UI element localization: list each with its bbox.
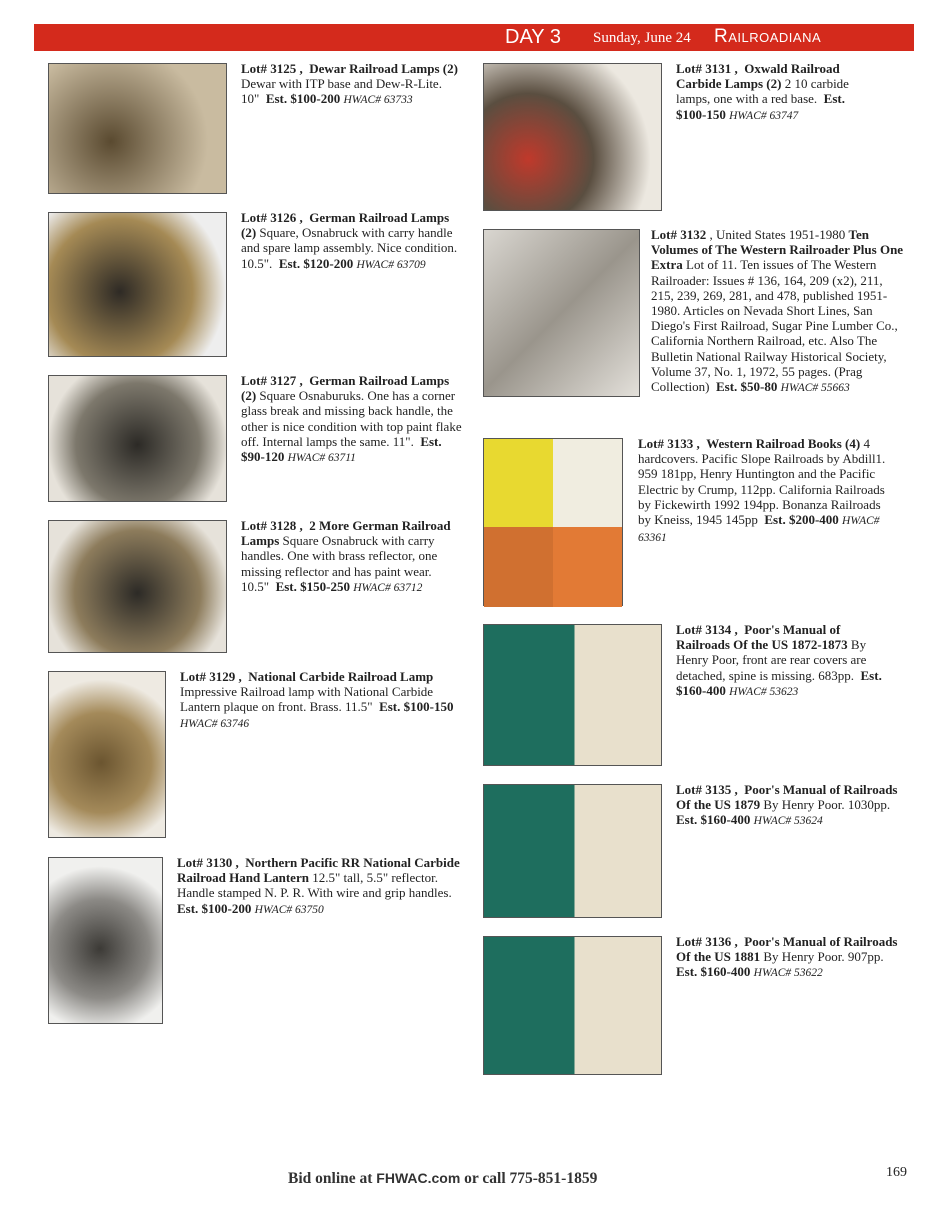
date-label: Sunday, June 24: [593, 30, 691, 46]
lot-photo-3131: [483, 63, 662, 211]
lot-photo-3135: [483, 784, 662, 918]
lot-3131: Lot# 3131 , Oxwald Railroad Carbide Lamps (2) 2 10 carbide lamps, one with a red base. Est. $100-150 HWAC# 63747: [676, 61, 849, 122]
lot-photo-3134: [483, 624, 662, 766]
lot-3127: Lot# 3127 , German Railroad Lamps (2) Square Osnaburuks. One has a corner glass break and missing back handle, the other is nice condition with top paint flake off. Internal lamps the same. 11". Est. $90-120 HWAC# 63711: [241, 373, 462, 465]
lot-photo-3127: [48, 375, 227, 502]
lot-photo-3133: [483, 438, 623, 606]
lot-3128: Lot# 3128 , 2 More German Railroad Lamps Square Osnabruck with carry handles. One with brass reflector, one missing reflector and has paint wear. 10.5" Est. $150-250 HWAC# 63712: [241, 518, 451, 594]
lot-3125: Lot# 3125 , Dewar Railroad Lamps (2) Dewar with ITP base and Dew-R-Lite. 10" Est. $100-200 HWAC# 63733: [241, 61, 458, 107]
section-header: [34, 24, 914, 51]
lot-3126: Lot# 3126 , German Railroad Lamps (2) Square, Osnabruck with carry handle and spare lamp assembly. Nice condition. 10.5". Est. $120-200 HWAC# 63709: [241, 210, 458, 271]
lot-photo-3129: [48, 671, 166, 838]
lot-3130: Lot# 3130 , Northern Pacific RR National Carbide Railroad Hand Lantern 12.5" tall, 5.5" reflector. Handle stamped N. P. R. With wire and grip handles. Est. $100-200 HWAC# 63750: [177, 855, 460, 916]
lot-photo-3130: [48, 857, 163, 1024]
page-number: 169: [886, 1165, 907, 1180]
website-link[interactable]: FHWAC.com: [376, 1170, 461, 1186]
footer-bid-info: Bid online at FHWAC.com or call 775-851-1859: [288, 1170, 598, 1187]
lot-3135: Lot# 3135 , Poor's Manual of Railroads Of the US 1879 By Henry Poor. 1030pp. Est. $160-400 HWAC# 53624: [676, 782, 898, 828]
day-label: DAY 3: [505, 26, 561, 48]
lot-photo-3125: [48, 63, 227, 194]
lot-3132: Lot# 3132 , United States 1951-1980 Ten Volumes of The Western Railroader Plus One Extra Lot of 11. Ten issues of The Western Railroader: Issues # 136, 164, 209 (x2), 211, 215, 239, 269, 281, and 478, published 1951-1980. Articles on Nevada Short Lines, San Diego's First Railroad, Sugar Pine Lumber Co., California Northern Railroad, etc. Also The Bulletin National Railway Historical Society, Volume 37, No. 1, 1972, 55 pages. (Prag Collection) Est. $50-80 HWAC# 55663: [651, 227, 904, 395]
lot-3136: Lot# 3136 , Poor's Manual of Railroads Of the US 1881 By Henry Poor. 907pp. Est. $160-400 HWAC# 53622: [676, 934, 898, 980]
lot-3134: Lot# 3134 , Poor's Manual of Railroads Of the US 1872-1873 By Henry Poor, front are rear covers are detached, spine is missing. 683pp. Est. $160-400 HWAC# 53623: [676, 622, 882, 698]
lot-photo-3132: [483, 229, 640, 397]
lot-photo-3136: [483, 936, 662, 1075]
lot-photo-3126: [48, 212, 227, 357]
lot-3133: Lot# 3133 , Western Railroad Books (4) 4 hardcovers. Pacific Slope Railroads by Abdill1. 959 181pp, Henry Huntington and the Pacific Electric by Crump, 112pp. California Railroads by Fickewirth 1992 194pp. Bonanza Railroads by Kneiss, 1945 145pp Est. $200-400 HWAC# 63361: [638, 436, 886, 545]
lot-photo-3128: [48, 520, 227, 653]
category-label: Railroadiana: [714, 26, 822, 47]
lot-3129: Lot# 3129 , National Carbide Railroad Lamp Impressive Railroad lamp with National Carbide Lantern plaque on front. Brass. 11.5" Est. $100-150 HWAC# 63746: [180, 669, 454, 730]
